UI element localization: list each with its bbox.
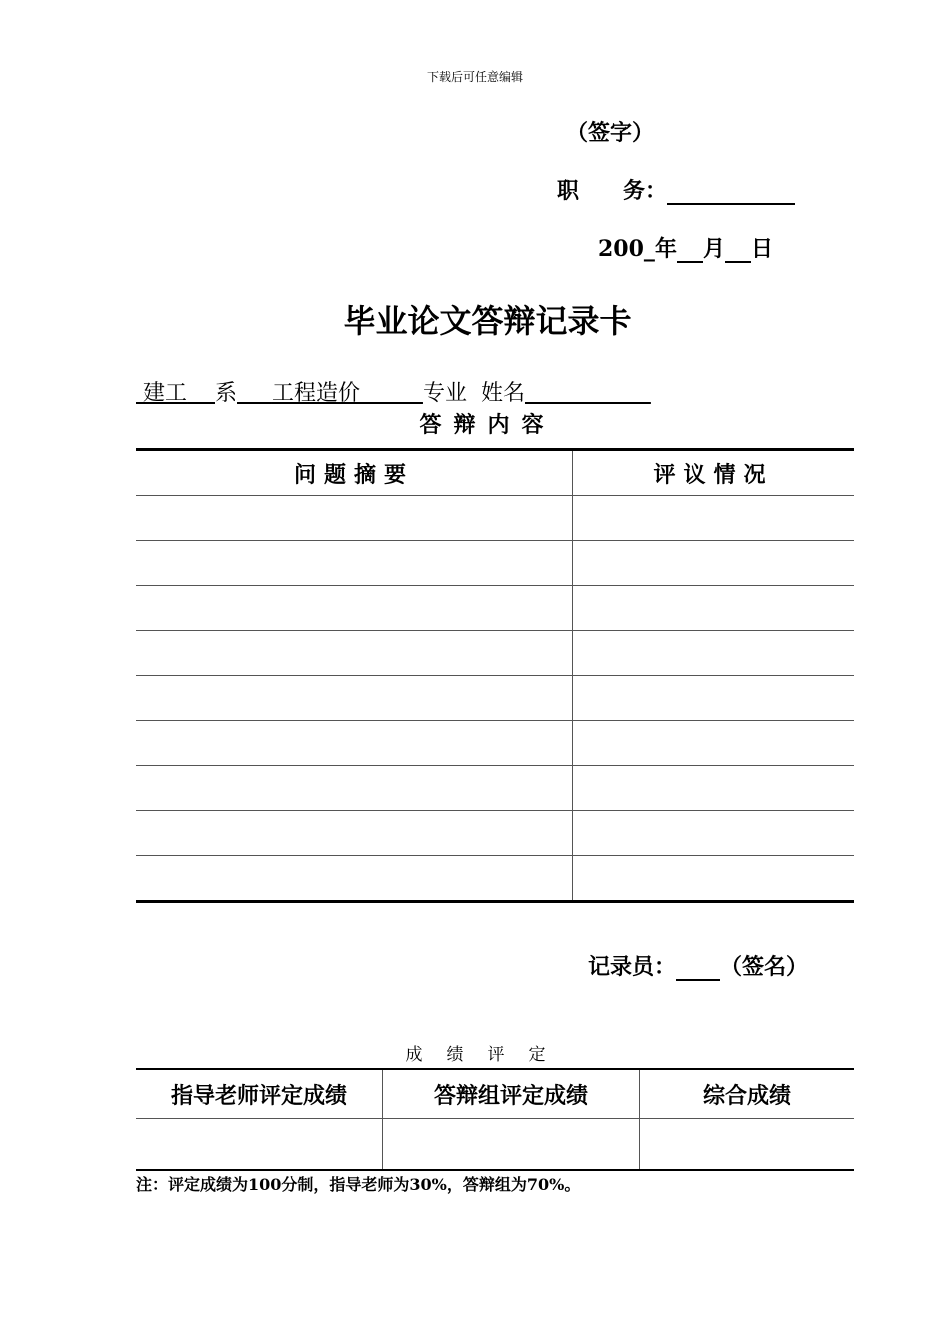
grade-section-heading: 成绩评定 <box>405 1045 570 1065</box>
defense-section-heading: 答辩内容 <box>419 412 556 438</box>
table-row <box>136 631 854 676</box>
date-year-prefix: 200_ <box>598 236 655 262</box>
page-header: 下载后可任意编辑 <box>426 70 523 84</box>
evaluation-cell[interactable] <box>573 811 855 856</box>
table-row <box>136 811 854 856</box>
recorder-line <box>588 950 808 981</box>
question-cell[interactable] <box>136 856 573 902</box>
major-label: 专业 <box>422 381 467 406</box>
grade-table <box>136 1068 854 1171</box>
evaluation-cell[interactable] <box>573 586 855 631</box>
defense-record-table <box>136 448 854 903</box>
major-field[interactable] <box>237 381 423 406</box>
grade-header-row <box>136 1069 854 1119</box>
evaluation-cell[interactable] <box>573 631 855 676</box>
document-title: 毕业论文答辩记录卡 <box>343 302 632 340</box>
date-line <box>598 232 773 263</box>
question-cell[interactable] <box>136 766 573 811</box>
question-cell[interactable] <box>136 811 573 856</box>
committee-grade-cell[interactable] <box>383 1119 640 1171</box>
duty-blank[interactable] <box>667 183 795 205</box>
signature-note: （签字） <box>566 120 655 146</box>
recorder-blank[interactable] <box>676 959 720 981</box>
duty-label: 职 务： <box>557 178 668 204</box>
advisor-grade-header: 指导老师评定成绩 <box>136 1069 383 1119</box>
date-year-label: 年 <box>654 236 677 262</box>
overall-grade-cell[interactable] <box>640 1119 855 1171</box>
table-row <box>136 676 854 721</box>
date-month-blank[interactable] <box>677 241 703 263</box>
recorder-label: 记录员： <box>588 954 677 980</box>
department-field[interactable] <box>136 381 215 406</box>
date-day-label: 日 <box>750 236 773 262</box>
student-info-line <box>136 376 651 407</box>
evaluation-cell[interactable] <box>573 856 855 902</box>
evaluation-cell[interactable] <box>573 766 855 811</box>
department-label: 系 <box>215 381 238 406</box>
table-header-row <box>136 450 854 496</box>
table-row <box>136 496 854 541</box>
duty-line <box>557 174 795 205</box>
overall-grade-header: 综合成绩 <box>640 1069 855 1119</box>
question-cell[interactable] <box>136 586 573 631</box>
name-field[interactable] <box>525 381 651 406</box>
question-cell[interactable] <box>136 721 573 766</box>
evaluation-cell[interactable] <box>573 676 855 721</box>
date-month-label: 月 <box>702 236 725 262</box>
grade-value-row <box>136 1119 854 1171</box>
date-day-blank[interactable] <box>725 241 751 263</box>
evaluation-cell[interactable] <box>573 541 855 586</box>
evaluation-cell[interactable] <box>573 496 855 541</box>
name-label: 姓名 <box>480 381 525 406</box>
department-value: 建工 <box>143 381 188 406</box>
grading-note: 注：评定成绩为100分制，指导老师为30%，答辩组为70%。 <box>136 1175 581 1194</box>
question-cell[interactable] <box>136 541 573 586</box>
recorder-signature-note: （签名） <box>720 954 809 980</box>
committee-grade-header: 答辩组评定成绩 <box>383 1069 640 1119</box>
question-summary-header: 问题摘要 <box>136 450 573 496</box>
table-row <box>136 541 854 586</box>
question-cell[interactable] <box>136 631 573 676</box>
advisor-grade-cell[interactable] <box>136 1119 383 1171</box>
question-cell[interactable] <box>136 496 573 541</box>
table-row <box>136 856 854 902</box>
table-row <box>136 586 854 631</box>
evaluation-header: 评议情况 <box>573 450 855 496</box>
evaluation-cell[interactable] <box>573 721 855 766</box>
table-row <box>136 766 854 811</box>
question-cell[interactable] <box>136 676 573 721</box>
table-row <box>136 721 854 766</box>
major-value: 工程造价 <box>271 381 360 406</box>
